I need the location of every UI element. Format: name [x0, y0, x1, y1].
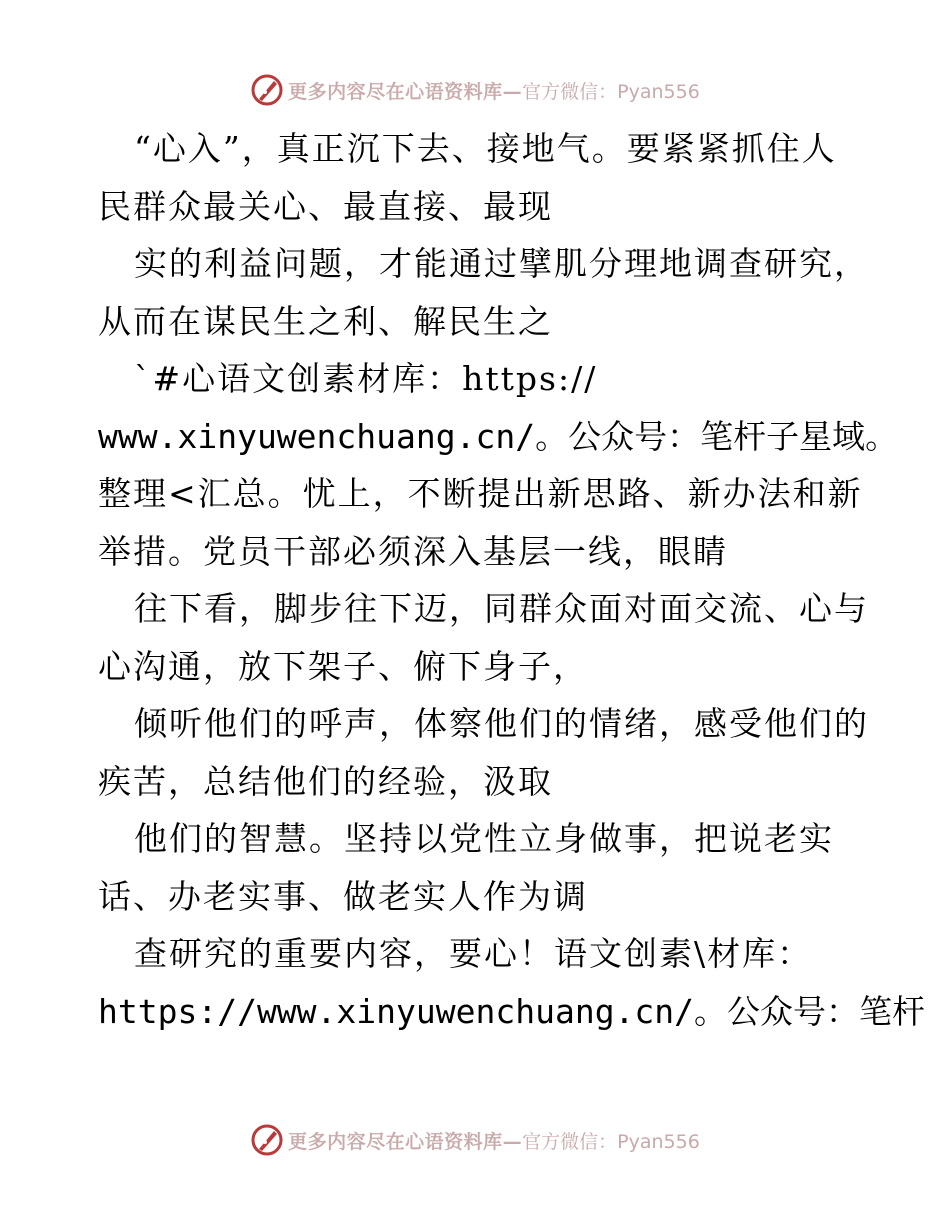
body-line: 民群众最关心、最直接、最现	[98, 186, 553, 226]
body-line: 实的利益问题，才能通过擘肌分理地调查研究，	[134, 244, 869, 283]
header-banner	[0, 70, 950, 110]
body-line: 从而在谋民生之利、解民生之	[98, 301, 553, 341]
footer-wechat-text: 官方微信：Pyan556	[522, 1130, 700, 1153]
body-line: 心沟通，放下架子、俯下身子，	[98, 646, 588, 686]
quill-pen-logo-icon	[250, 73, 284, 107]
body-line: 话、办老实事、做老实人作为调	[98, 876, 588, 916]
body-line: 倾听他们的呼声，体察他们的情绪，感受他们的	[134, 704, 869, 743]
body-line: “心入”，真正沉下去、接地气。要紧紧抓住人	[134, 129, 837, 168]
body-line: 查研究的重要内容，要心！语文创素\材库：	[134, 934, 813, 973]
header-wechat-text: 官方微信：Pyan556	[522, 80, 700, 103]
header-brand-text: 更多内容尽在心语资料库—	[288, 80, 523, 103]
body-line: www.xinyuwenchuang.cn/。公众号：笔杆子星域。	[98, 416, 899, 456]
document-body	[98, 120, 926, 1040]
body-line: 他们的智慧。坚持以党性立身做事，把说老实	[134, 819, 834, 858]
quill-pen-logo-icon	[250, 1123, 284, 1157]
footer-banner	[0, 1120, 950, 1160]
body-line: 整理<汇总。忧上，不断提出新思路、新办法和新	[98, 474, 863, 513]
footer-brand-text: 更多内容尽在心语资料库—	[288, 1130, 523, 1153]
body-line: https://www.xinyuwenchuang.cn/。公众号：笔杆	[98, 991, 926, 1031]
body-line: 疾苦，总结他们的经验，汲取	[98, 761, 553, 801]
body-line: 举措。党员干部必须深入基层一线，眼睛	[98, 531, 728, 571]
body-line: `#心语文创素材库：https://	[134, 359, 598, 398]
body-line: 往下看，脚步往下迈，同群众面对面交流、心与	[134, 589, 869, 628]
